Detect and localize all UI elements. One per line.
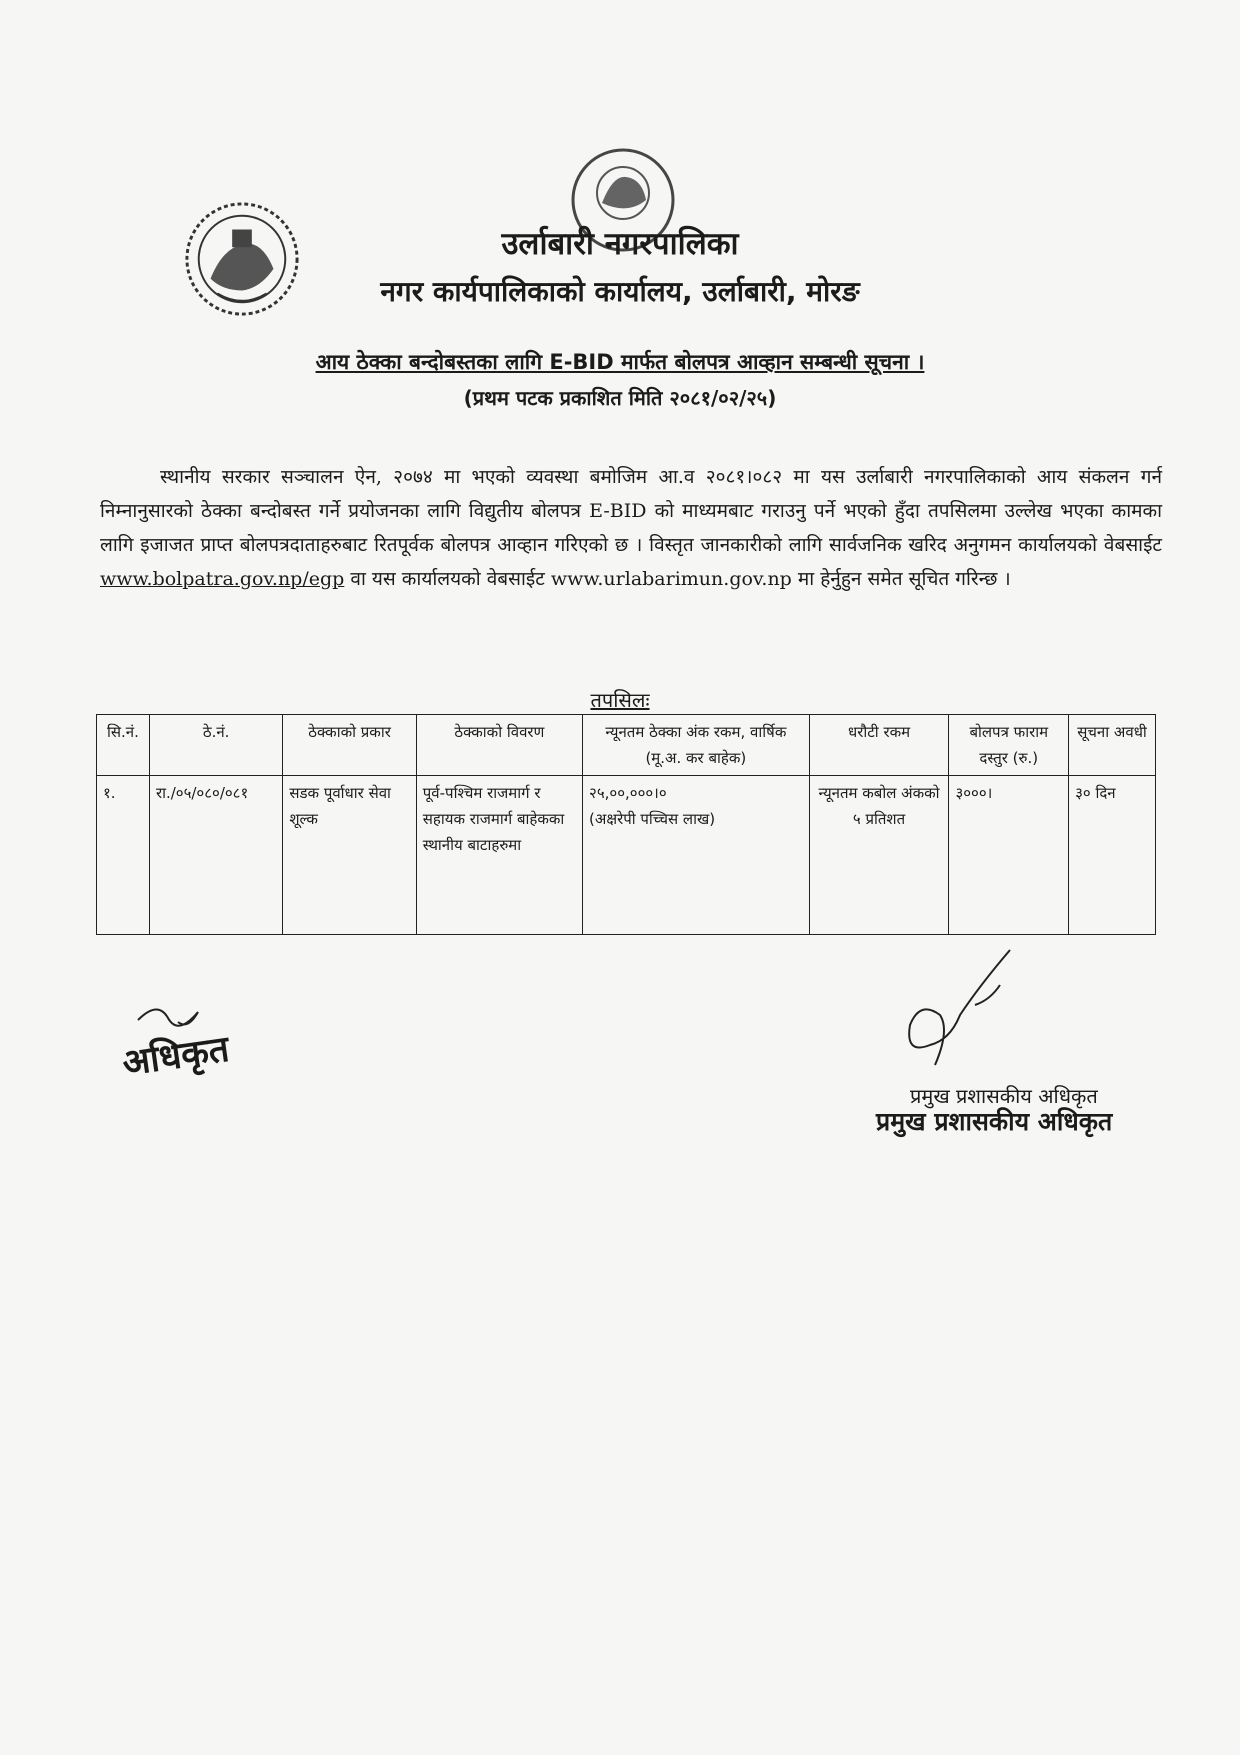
- col-min-amount: न्यूनतम ठेक्का अंक रकम, वार्षिक (मू.अ. कर बाहेक): [583, 715, 810, 776]
- cell-deposit: न्यूनतम कबोल अंकको ५ प्रतिशत: [809, 776, 949, 935]
- col-description: ठेक्काको विवरण: [416, 715, 582, 776]
- notice-title: [0, 348, 1240, 376]
- min-amount-words: (अक्षरेपी पच्चिस लाख): [589, 810, 716, 828]
- table-row: [97, 776, 1156, 935]
- cell-notice-period: ३० दिन: [1069, 776, 1156, 935]
- col-sn: सि.नं.: [97, 715, 150, 776]
- notice-paragraph: [100, 460, 1162, 596]
- bolpatra-link[interactable]: www.bolpatra.gov.np/egp: [100, 568, 345, 590]
- authorized-stamp: अधिकृत: [119, 1028, 232, 1085]
- office-name: उर्लाबारी नगरपालिका: [501, 226, 739, 262]
- body-text-3: मा हेर्नुहुन समेत सूचित गरिन्छ ।: [797, 568, 1011, 590]
- office-subtitle: नगर कार्यपालिकाको कार्यालय, उर्लाबारी, मोरङ: [380, 275, 860, 308]
- cell-sn: १.: [97, 776, 150, 935]
- col-contract-no: ठे.नं.: [149, 715, 282, 776]
- officer-title: प्रमुख प्रशासकीय अधिकृत: [910, 1084, 1098, 1108]
- notice-title-text: आय ठेक्का बन्दोबस्तका लागि E-BID मार्फत बोलपत्र आव्हान सम्बन्धी सूचना ।: [315, 350, 925, 374]
- officer-title-stamp: प्रमुख प्रशासकीय अधिकृत: [876, 1107, 1113, 1136]
- cell-type: सडक पूर्वाधार सेवा शूल्क: [283, 776, 416, 935]
- table-header-row: [97, 715, 1156, 776]
- col-type: ठेक्काको प्रकार: [283, 715, 416, 776]
- tender-table: [96, 714, 1156, 935]
- body-text-1: स्थानीय सरकार सञ्चालन ऐन, २०७४ मा भएको व्यवस्था बमोजिम आ.व २०८१।०८२ मा यस उर्लाबारी नगरपालिकाको आय संकलन गर्न निम्नानुसारको ठेक्का बन्दोबस्त गर्ने प्रयोजनका लागि विद्युतीय बोलपत्र E-BID को माध्यमबाट गराउनु पर्ने भएको हुँदा तपसिलमा उल्लेख भएका कामका लागि इजाजत प्राप्त बोलपत्रदाताहरुबाट रितपूर्वक बोलपत्र आव्हान गरिएको छ । विस्तृत जानकारीको लागि सार्वजनिक खरिद अनुगमन कार्यालयको वेबसाईट: [100, 466, 1162, 556]
- published-date: (प्रथम पटक प्रकाशित मिति २०८१/०२/२५): [463, 386, 777, 410]
- municipality-link[interactable]: www.urlabarimun.gov.np: [550, 568, 792, 590]
- cell-form-fee: ३०००।: [949, 776, 1069, 935]
- cell-min-amount: [583, 776, 810, 935]
- officer-signature-icon: [880, 945, 1030, 1095]
- body-text-2: वा यस कार्यालयको वेबसाईट: [350, 568, 545, 590]
- col-form-fee: बोलपत्र फाराम दस्तुर (रु.): [949, 715, 1069, 776]
- col-notice-period: सूचना अवधी: [1069, 715, 1156, 776]
- min-amount-value: २५,००,०००।०: [589, 784, 667, 802]
- notice-body: [100, 460, 1162, 596]
- table-caption: तपसिलः: [590, 688, 650, 712]
- col-deposit: धरौटी रकम: [809, 715, 949, 776]
- cell-contract-no: रा./०५/०८०/०८१: [149, 776, 282, 935]
- cell-description: पूर्व-पश्चिम राजमार्ग र सहायक राजमार्ग बाहेकका स्थानीय बाटाहरुमा: [416, 776, 582, 935]
